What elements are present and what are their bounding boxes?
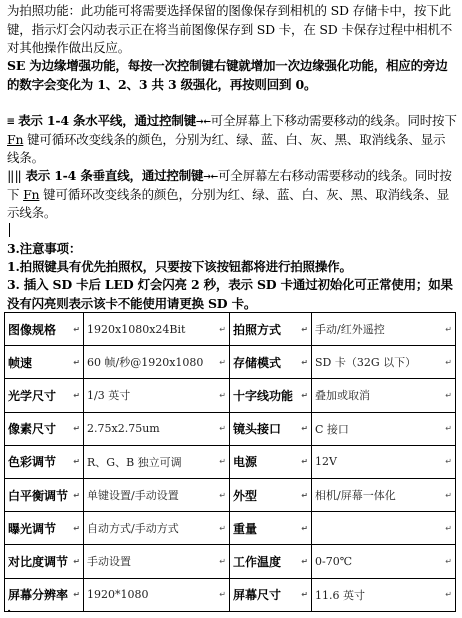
- spec-value-cell: [312, 578, 456, 611]
- spec-value-cell: [84, 346, 230, 379]
- spec-value: 单键设置/手动设置: [87, 489, 179, 503]
- cell-end-mark-icon: ↵: [445, 490, 452, 500]
- spec-row: [5, 478, 456, 511]
- para-vline-text-b: 键可循环改变线条的颜色，分别为红、绿、蓝、白、灰、黑、取消线条、显示线条。: [7, 186, 450, 220]
- spec-key: 像素尺寸: [8, 422, 57, 437]
- arrow-keys-icon: →←: [196, 113, 211, 128]
- cell-end-mark-icon: ↵: [219, 424, 226, 434]
- spec-key: 光学尺寸: [8, 388, 57, 403]
- cell-end-mark-icon: ↵: [445, 590, 452, 600]
- cell-end-mark-icon: ↵: [445, 324, 452, 334]
- spec-value: 相机/屏幕一体化: [315, 489, 396, 503]
- spec-key-cell: [5, 545, 84, 578]
- cell-end-mark-icon: ↵: [301, 390, 308, 400]
- spec-key-cell: [5, 578, 84, 611]
- spec-value-cell: [84, 545, 230, 578]
- spec-value: 2.75x2.75um: [87, 422, 160, 436]
- notes-heading-text: 3.注意事项：: [7, 241, 82, 256]
- spec-value-cell: [312, 445, 456, 478]
- cell-end-mark-icon: ↵: [301, 424, 308, 434]
- cell-end-mark-icon: ↵: [219, 457, 226, 467]
- cell-end-mark-icon: ↵: [301, 523, 308, 533]
- spec-key: 电源: [233, 455, 258, 470]
- cell-end-mark-icon: ↵: [219, 523, 226, 533]
- spec-key: 屏幕分辨率: [8, 588, 69, 603]
- spec-row: [5, 512, 456, 545]
- cell-end-mark-icon: ↵: [445, 424, 452, 434]
- spec-key-cell: [230, 578, 312, 611]
- cell-end-mark-icon: ↵: [219, 590, 226, 600]
- spec-key-cell: [5, 445, 84, 478]
- cell-end-mark-icon: ↵: [73, 390, 80, 400]
- spec-value: 手动设置: [87, 555, 131, 569]
- arrow-keys-icon: →←: [203, 168, 218, 183]
- spec-value-cell: [84, 379, 230, 412]
- cell-end-mark-icon: ↵: [73, 457, 80, 467]
- spec-value: SD 卡（32G 以下）: [315, 356, 417, 370]
- spec-value: 1920x1080x24Bit: [87, 322, 186, 336]
- spec-value-cell: [312, 379, 456, 412]
- spec-value-cell: [84, 478, 230, 511]
- spec-value-cell: [84, 313, 230, 346]
- spec-value-cell: [84, 512, 230, 545]
- notes-heading: [7, 240, 457, 259]
- spec-key: 图像规格: [8, 322, 57, 337]
- cell-end-mark-icon: ↵: [73, 357, 80, 367]
- spec-value-cell: [312, 313, 456, 346]
- text-cursor: [9, 223, 10, 237]
- spec-key-cell: [230, 313, 312, 346]
- para-vline-bold: 表示 1-4 条垂直线，通过控制键: [25, 168, 204, 183]
- cell-end-mark-icon: ↵: [73, 523, 80, 533]
- cell-end-mark-icon: ↵: [445, 523, 452, 533]
- spec-value: R、G、B 独立可调: [87, 455, 182, 469]
- spec-value-cell: [312, 512, 456, 545]
- cell-end-mark-icon: ↵: [73, 490, 80, 500]
- spec-key-cell: [230, 346, 312, 379]
- spec-key-cell: [230, 445, 312, 478]
- spec-key: 镜头接口: [233, 422, 282, 437]
- cell-end-mark-icon: ↵: [219, 357, 226, 367]
- cell-end-mark-icon: ↵: [301, 490, 308, 500]
- spec-value-cell: [312, 412, 456, 445]
- spec-key: 帧速: [8, 355, 33, 370]
- spec-value-cell: [84, 412, 230, 445]
- spec-value: 11.6 英寸: [315, 588, 365, 602]
- spec-value: 1920*1080: [87, 588, 149, 602]
- spec-value: C 接口: [315, 422, 349, 436]
- spec-row: [5, 578, 456, 611]
- cell-end-mark-icon: ↵: [301, 556, 308, 566]
- spec-table: [4, 312, 456, 612]
- spec-key-cell: [230, 478, 312, 511]
- cell-end-mark-icon: ↵: [301, 324, 308, 334]
- spec-row: [5, 346, 456, 379]
- para-edge: [7, 57, 457, 94]
- spec-key-cell: [230, 379, 312, 412]
- spec-key-cell: [230, 412, 312, 445]
- spec-row: [5, 379, 456, 412]
- spec-value-cell: [312, 545, 456, 578]
- cell-end-mark-icon: ↵: [301, 590, 308, 600]
- spec-key-cell: [230, 512, 312, 545]
- spec-row: [5, 445, 456, 478]
- spec-key: 工作温度: [233, 554, 282, 569]
- note-1-text: 1.拍照键具有优先拍照权，只要按下该按钮都将进行拍照操作。: [7, 259, 352, 274]
- cell-end-mark-icon: ↵: [73, 590, 80, 600]
- spec-key: 拍照方式: [233, 322, 282, 337]
- spec-value: 12V: [315, 455, 337, 469]
- spec-value-cell: [84, 578, 230, 611]
- spec-key-cell: [5, 346, 84, 379]
- next-section-heading-partial: ·: [7, 604, 12, 618]
- spec-key: 对比度调节: [8, 554, 69, 569]
- spec-value-cell: [312, 478, 456, 511]
- para-photo: [7, 2, 457, 58]
- spec-value: 手动/红外遥控: [315, 323, 385, 337]
- para-edge-text: SE 为边缘增强功能，每按一次控制键右键就增加一次边缘强化功能，相应的旁边的数字会变化为 1、2、3 共 3 级强化，再按则回到 0。: [7, 58, 448, 92]
- spec-value: 自动方式/手动方式: [87, 522, 179, 536]
- cell-end-mark-icon: ↵: [219, 324, 226, 334]
- spec-key: 屏幕尺寸: [233, 588, 282, 603]
- spec-row: [5, 412, 456, 445]
- note-2-text: 3. 插入 SD 卡后 LED 灯会闪亮 2 秒，表示 SD 卡通过初始化可正常使用；如果没有闪亮则表示该卡不能使用请更换 SD 卡。: [7, 277, 453, 311]
- spec-key-cell: [5, 412, 84, 445]
- spec-key: 十字线功能: [233, 388, 294, 403]
- cell-end-mark-icon: ↵: [73, 556, 80, 566]
- horizontal-lines-icon: ≡: [7, 113, 15, 128]
- cell-end-mark-icon: ↵: [73, 424, 80, 434]
- cell-end-mark-icon: ↵: [219, 490, 226, 500]
- fn-key-label: Fn: [7, 131, 24, 147]
- para-hline: [7, 112, 457, 168]
- para-hline-bold: 表示 1-4 条水平线，通过控制键: [18, 113, 196, 128]
- spec-key-cell: [5, 313, 84, 346]
- note-1: [7, 258, 457, 277]
- fn-key-label: Fn: [23, 186, 40, 202]
- cell-end-mark-icon: ↵: [73, 324, 80, 334]
- cell-end-mark-icon: ↵: [301, 357, 308, 367]
- cell-end-mark-icon: ↵: [301, 457, 308, 467]
- spec-key-cell: [5, 478, 84, 511]
- spec-key-cell: [5, 379, 84, 412]
- para-photo-text: 为拍照功能：此功能可将需要选择保留的图像保存到相机的 SD 存储卡中，按下此键，指示灯会闪动表示正在将当前图像保存到 SD 卡，在 SD 卡保存过程中相机不对其他操作做出反应。: [7, 3, 453, 55]
- spec-value: 1/3 英寸: [87, 389, 131, 403]
- para-hline-text-b: 键可循环改变线条的颜色，分别为红、绿、蓝、白、灰、黑、取消线条、显示线条。: [7, 131, 446, 165]
- para-vline-text-a: 可全屏幕左右移动需要移动的线条。同时按下: [7, 168, 452, 202]
- spec-value: 叠加或取消: [315, 389, 370, 403]
- cell-end-mark-icon: ↵: [219, 390, 226, 400]
- para-hline-text-a: 可全屏幕上下移动需要移动的线条。同时按下: [210, 113, 457, 128]
- spec-value-cell: [84, 445, 230, 478]
- vertical-lines-icon: ‖‖: [7, 168, 22, 183]
- para-vline: [7, 167, 457, 223]
- spec-key: 存储模式: [233, 355, 282, 370]
- spec-key: 白平衡调节: [8, 488, 69, 503]
- note-2: [7, 276, 457, 313]
- spec-row: [5, 545, 456, 578]
- spec-key: 外型: [233, 488, 258, 503]
- spec-value-cell: [312, 346, 456, 379]
- cell-end-mark-icon: ↵: [445, 556, 452, 566]
- spec-key: 色彩调节: [8, 455, 57, 470]
- spec-row: [5, 313, 456, 346]
- cell-end-mark-icon: ↵: [445, 390, 452, 400]
- spec-key: 曝光调节: [8, 521, 57, 536]
- spec-value: 0-70℃: [315, 554, 353, 568]
- cell-end-mark-icon: ↵: [445, 357, 452, 367]
- spec-key: 重量: [233, 521, 258, 536]
- cell-end-mark-icon: ↵: [219, 556, 226, 566]
- spec-value: 60 帧/秒@1920x1080: [87, 356, 204, 370]
- cell-end-mark-icon: ↵: [445, 457, 452, 467]
- spec-key-cell: [5, 512, 84, 545]
- spec-key-cell: [230, 545, 312, 578]
